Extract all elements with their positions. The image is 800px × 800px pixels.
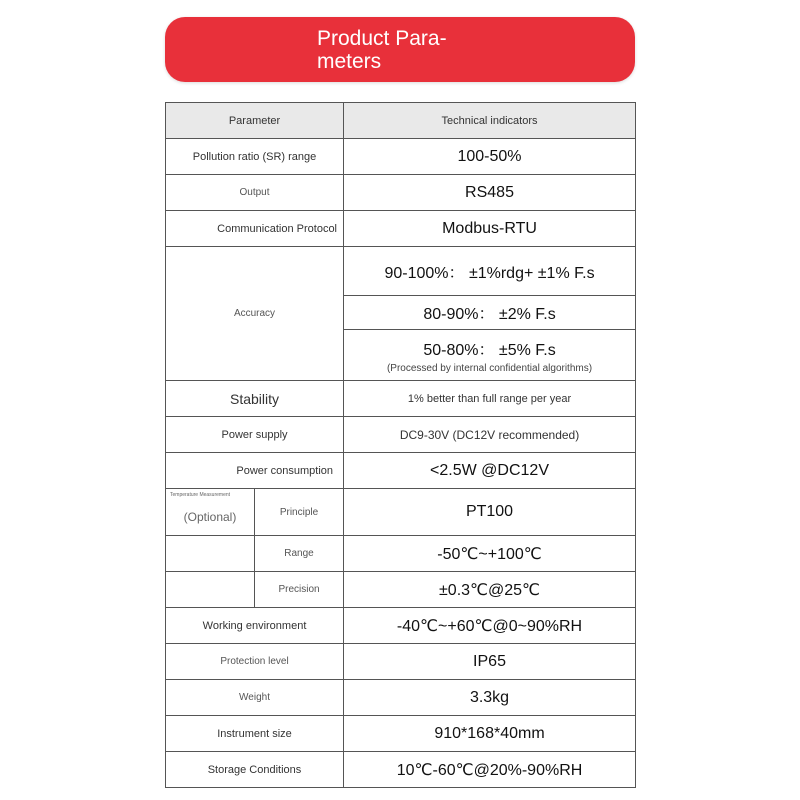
temperature-empty-cell xyxy=(166,536,255,572)
principle-label: Principle xyxy=(255,489,344,536)
table-row xyxy=(166,453,636,489)
table-row xyxy=(166,489,636,536)
accuracy-label: Accuracy xyxy=(166,247,344,381)
output-label: Output xyxy=(166,175,344,211)
pollution-ratio-value: 100-50% xyxy=(344,139,636,175)
table-row xyxy=(166,247,636,296)
temperature-group-cell xyxy=(166,489,255,536)
protocol-value: Modbus-RTU xyxy=(344,211,636,247)
instrument-size-label: Instrument size xyxy=(166,716,344,752)
output-value: RS485 xyxy=(344,175,636,211)
stability-value: 1% better than full range per year xyxy=(344,381,636,417)
storage-conditions-value: 10℃-60℃@20%-90%RH xyxy=(344,752,636,788)
table-row xyxy=(166,752,636,788)
table-row xyxy=(166,644,636,680)
temperature-group-label: Temperature Measurement xyxy=(170,492,231,498)
protocol-label: Communication Protocol xyxy=(166,211,344,247)
banner-title: Product Para- meters xyxy=(317,27,447,73)
accuracy-value-50-80: 50-80%： ±5% F.s xyxy=(423,341,556,359)
stability-label: Stability xyxy=(166,381,344,417)
temperature-optional-label: (Optional) xyxy=(183,510,237,524)
header-parameter: Parameter xyxy=(166,103,344,139)
power-consumption-label: Power consumption xyxy=(166,453,344,489)
pollution-ratio-label: Pollution ratio (SR) range xyxy=(166,139,344,175)
weight-label: Weight xyxy=(166,680,344,716)
precision-value: ±0.3℃@25℃ xyxy=(344,572,636,608)
range-label: Range xyxy=(255,536,344,572)
table-row xyxy=(166,175,636,211)
table-row xyxy=(166,680,636,716)
accuracy-value-80-90: 80-90%： ±2% F.s xyxy=(344,296,636,330)
storage-conditions-label: Storage Conditions xyxy=(166,752,344,788)
table-row xyxy=(166,139,636,175)
protection-level-value: IP65 xyxy=(344,644,636,680)
parameters-table xyxy=(165,102,636,788)
working-environment-value: -40℃~+60℃@0~90%RH xyxy=(344,608,636,644)
table-row xyxy=(166,572,636,608)
protection-level-label: Protection level xyxy=(166,644,344,680)
principle-value: PT100 xyxy=(344,489,636,536)
table-row xyxy=(166,211,636,247)
working-environment-label: Working environment xyxy=(166,608,344,644)
table-header-row xyxy=(166,103,636,139)
table-row xyxy=(166,536,636,572)
table-row xyxy=(166,417,636,453)
table-row xyxy=(166,716,636,752)
temperature-empty-cell xyxy=(166,572,255,608)
weight-value: 3.3kg xyxy=(344,680,636,716)
accuracy-cell-50-80 xyxy=(344,330,636,381)
table-row xyxy=(166,608,636,644)
range-value: -50℃~+100℃ xyxy=(344,536,636,572)
accuracy-value-90-100: 90-100%： ±1%rdg+ ±1% F.s xyxy=(344,247,636,296)
header-technical-indicators: Technical indicators xyxy=(344,103,636,139)
precision-label: Precision xyxy=(255,572,344,608)
accuracy-note: (Processed by internal confidential algorithms) xyxy=(386,362,593,374)
power-supply-value: DC9-30V (DC12V recommended) xyxy=(344,417,636,453)
power-consumption-value: <2.5W @DC12V xyxy=(344,453,636,489)
table-row xyxy=(166,381,636,417)
product-parameters-banner xyxy=(165,17,635,82)
power-supply-label: Power supply xyxy=(166,417,344,453)
instrument-size-value: 910*168*40mm xyxy=(344,716,636,752)
